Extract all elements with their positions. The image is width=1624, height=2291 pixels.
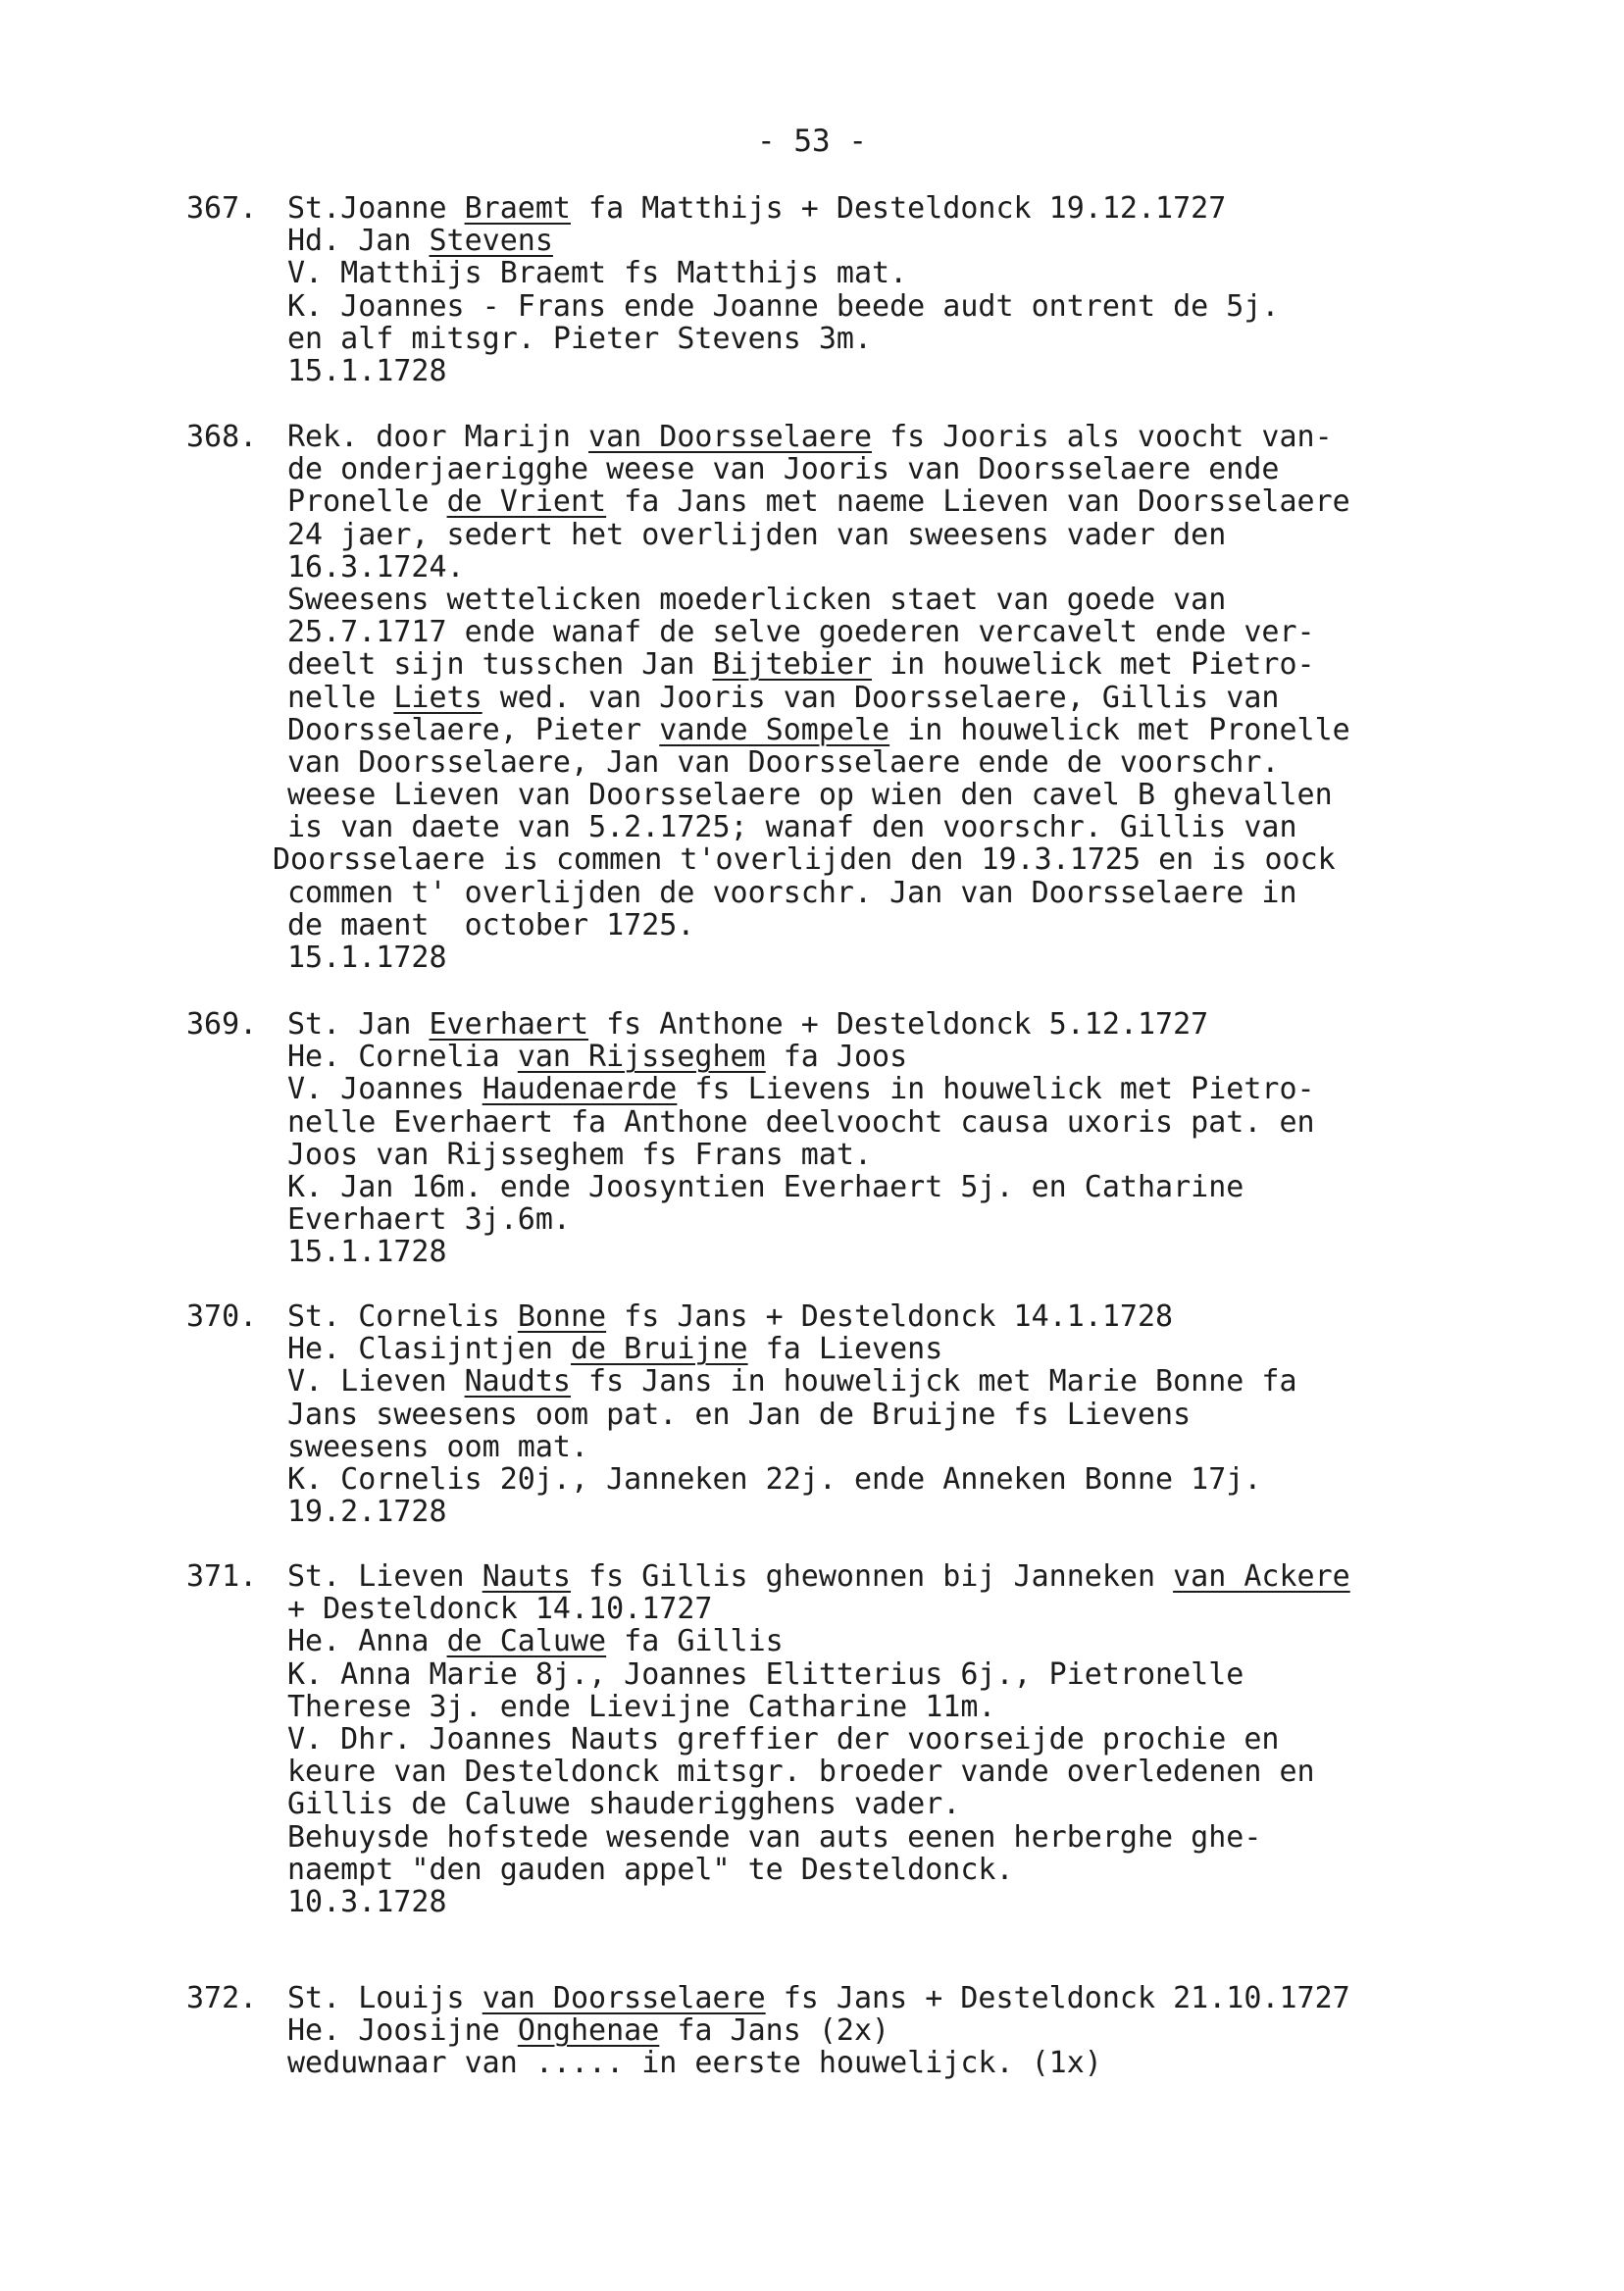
- text-line: [287, 485, 1540, 518]
- text-line: [287, 1723, 1540, 1756]
- text-segment: Doorsselaere is commen t'overlijden den 19.3.1725 en is oock: [273, 842, 1336, 878]
- text-line: [287, 1008, 1540, 1041]
- text-segment: Therese 3j. ende Lievijne Catharine 11m.: [287, 1689, 996, 1724]
- text-line: [287, 877, 1540, 909]
- entry-text: [287, 1300, 1540, 1528]
- text-segment: de maent october 1725.: [287, 907, 695, 942]
- text-line: [287, 1073, 1540, 1105]
- entry-text: [287, 192, 1540, 387]
- text-segment: fs Jooris als voocht van-: [872, 420, 1333, 454]
- text-segment: keure van Desteldonck mitsgr. broeder vande overledenen en: [287, 1755, 1315, 1790]
- text-line: [287, 1691, 1540, 1723]
- text-segment: Joos van Rijsseghem fs Frans mat.: [287, 1137, 873, 1172]
- entry-370: [186, 1300, 1540, 1528]
- text-segment: 16.3.1724.: [287, 549, 465, 585]
- text-line: [287, 257, 1540, 289]
- entry-number: 372.: [186, 1981, 258, 2015]
- text-line: [287, 714, 1540, 746]
- text-line: [287, 1625, 1540, 1657]
- text-segment: deelt sijn tusschen Jan: [287, 647, 713, 683]
- text-segment: fa Matthijs + Desteldonck 19.12.1727: [571, 191, 1227, 226]
- text-line: [287, 1171, 1540, 1203]
- underlined-name: van Doorsselaere: [482, 1981, 766, 2015]
- underlined-name: Liets: [393, 680, 482, 715]
- text-line: [287, 1821, 1540, 1854]
- underlined-name: van Ackere: [1173, 1559, 1350, 1594]
- text-segment: Everhaert 3j.6m.: [287, 1202, 571, 1238]
- entry-367: [186, 192, 1540, 387]
- text-segment: fs Jans + Desteldonck 14.1.1728: [606, 1299, 1174, 1334]
- text-segment: St. Jan: [287, 1007, 430, 1042]
- underlined-name: de Caluwe: [446, 1624, 607, 1659]
- text-line: [287, 1041, 1540, 1073]
- text-line: [287, 1788, 1540, 1820]
- text-line: [287, 1139, 1540, 1171]
- text-segment: V. Dhr. Joannes Nauts greffier der voorseijde prochie en: [287, 1721, 1280, 1756]
- text-segment: St.Joanne: [287, 191, 465, 226]
- text-line: [287, 2047, 1540, 2079]
- text-line: [287, 811, 1540, 843]
- text-segment: He. Cornelia: [287, 1040, 518, 1075]
- underlined-name: Nauts: [482, 1559, 571, 1594]
- text-segment: 15.1.1728: [287, 1235, 447, 1270]
- text-segment: van Doorsselaere, Jan van Doorsselaere ende de voorschr.: [287, 744, 1280, 780]
- underlined-name: Stevens: [429, 224, 553, 259]
- text-line: [287, 746, 1540, 779]
- text-line: [287, 584, 1540, 616]
- text-line: [287, 942, 1540, 974]
- underlined-name: van Doorsselaere: [588, 420, 873, 454]
- entry-text: [287, 1560, 1540, 1918]
- text-segment: fa Gillis: [606, 1624, 784, 1659]
- text-segment: Hd. Jan: [287, 224, 430, 259]
- text-line: [287, 421, 1540, 453]
- text-line: [287, 1658, 1540, 1691]
- text-segment: 19.2.1728: [287, 1495, 447, 1530]
- entry-372: [186, 1982, 1540, 2080]
- text-segment: de onderjaerigghe weese van Jooris van Doorsselaere ende: [287, 452, 1280, 487]
- text-line: [287, 648, 1540, 681]
- text-segment: nelle Everhaert fa Anthone deelvoocht causa uxoris pat. en: [287, 1104, 1315, 1140]
- text-line: [287, 1463, 1540, 1496]
- text-segment: Sweesens wettelicken moederlicken staet van goede van: [287, 582, 1227, 617]
- text-line: [287, 551, 1540, 584]
- text-segment: in houwelick met Pietro-: [872, 647, 1315, 683]
- text-segment: fs Jans + Desteldonck 21.10.1727: [765, 1981, 1350, 2015]
- text-segment: 24 jaer, sedert het overlijden van sweesens vader den: [287, 517, 1227, 552]
- text-segment: en alf mitsgr. Pieter Stevens 3m.: [287, 321, 873, 356]
- underlined-name: Braemt: [464, 191, 571, 226]
- text-segment: fs Gillis ghewonnen bij Janneken: [571, 1559, 1174, 1594]
- entry-number: 371.: [186, 1559, 258, 1594]
- text-line: [287, 616, 1540, 648]
- text-segment: St. Lieven: [287, 1559, 482, 1594]
- underlined-name: de Bruijne: [570, 1332, 748, 1367]
- entry-number: 368.: [186, 420, 258, 454]
- entry-371: [186, 1560, 1540, 1918]
- text-line: [287, 1560, 1540, 1593]
- text-segment: He. Anna: [287, 1624, 447, 1659]
- text-segment: weese Lieven van Doorsselaere op wien den cavel B ghevallen: [287, 778, 1333, 813]
- text-segment: in houwelick met Pronelle: [889, 712, 1350, 747]
- text-line: [287, 1982, 1540, 2014]
- entry-number: 369.: [186, 1007, 258, 1042]
- text-segment: fa Joos: [765, 1040, 908, 1075]
- text-line: [287, 1365, 1540, 1398]
- text-line: [287, 1431, 1540, 1463]
- text-segment: He. Clasijntjen: [287, 1332, 571, 1367]
- text-line: [287, 1106, 1540, 1139]
- text-line: [287, 1333, 1540, 1365]
- text-line: [273, 843, 1540, 876]
- text-segment: Pronelle: [287, 484, 447, 520]
- text-segment: Doorsselaere, Pieter: [287, 712, 660, 747]
- text-segment: fa Jans met naeme Lieven van Doorsselaere: [606, 484, 1350, 520]
- text-line: [287, 1496, 1540, 1528]
- text-segment: fa Jans (2x): [659, 2013, 890, 2049]
- text-segment: St. Cornelis: [287, 1299, 518, 1334]
- text-segment: + Desteldonck 14.10.1727: [287, 1592, 713, 1627]
- entry-text: [287, 1008, 1540, 1269]
- underlined-name: Everhaert: [429, 1007, 589, 1042]
- text-segment: K. Cornelis 20j., Janneken 22j. ende Anneken Bonne 17j.: [287, 1461, 1262, 1497]
- underlined-name: Naudts: [464, 1364, 571, 1400]
- text-segment: fs Jans in houwelijck met Marie Bonne fa: [571, 1364, 1297, 1400]
- text-segment: fs Anthone + Desteldonck 5.12.1727: [588, 1007, 1209, 1042]
- text-segment: commen t' overlijden de voorschr. Jan van Doorsselaere in: [287, 875, 1297, 910]
- text-line: [287, 225, 1540, 257]
- text-line: [287, 779, 1540, 811]
- text-segment: K. Jan 16m. ende Joosyntien Everhaert 5j. en Catharine: [287, 1169, 1244, 1204]
- text-line: [287, 192, 1540, 225]
- underlined-name: Haudenaerde: [482, 1072, 678, 1107]
- text-segment: V. Joannes: [287, 1072, 482, 1107]
- text-line: [287, 323, 1540, 355]
- entry-text: [273, 420, 1540, 975]
- text-line: [287, 2014, 1540, 2047]
- text-line: [287, 1236, 1540, 1268]
- underlined-name: van Rijsseghem: [517, 1040, 766, 1075]
- entry-368: [186, 421, 1540, 974]
- text-line: [287, 1756, 1540, 1788]
- entry-text: [287, 1982, 1540, 2080]
- underlined-name: vande Sompele: [659, 712, 890, 747]
- text-segment: Rek. door Marijn: [287, 420, 589, 454]
- text-segment: fs Lievens in houwelick met Pietro-: [677, 1072, 1315, 1107]
- text-line: [287, 1399, 1540, 1431]
- text-line: [287, 355, 1540, 387]
- text-segment: fa Lievens: [747, 1332, 943, 1367]
- text-segment: 10.3.1728: [287, 1884, 447, 1919]
- entry-number: 367.: [186, 191, 258, 226]
- text-segment: 15.1.1728: [287, 353, 447, 388]
- text-segment: nelle: [287, 680, 394, 715]
- text-segment: weduwnaar van ..... in eerste houwelijck. (1x): [287, 2046, 1102, 2081]
- page-number: - 53 -: [757, 124, 867, 159]
- text-line: [287, 453, 1540, 485]
- text-line: [287, 1203, 1540, 1236]
- text-line: [287, 1854, 1540, 1886]
- text-segment: Jans sweesens oom pat. en Jan de Bruijne fs Lievens: [287, 1397, 1192, 1432]
- entry-369: [186, 1008, 1540, 1269]
- text-segment: 15.1.1728: [287, 941, 447, 975]
- text-segment: 25.7.1717 ende wanaf de selve goederen vercavelt ende ver-: [287, 615, 1315, 650]
- text-segment: wed. van Jooris van Doorsselaere, Gillis van: [482, 680, 1280, 715]
- text-segment: Gillis de Caluwe shauderigghens vader.: [287, 1787, 961, 1822]
- text-line: [287, 519, 1540, 551]
- text-segment: K. Anna Marie 8j., Joannes Elitterius 6j., Pietronelle: [287, 1656, 1244, 1692]
- text-line: [287, 909, 1540, 942]
- text-segment: naempt "den gauden appel" te Desteldonck.: [287, 1852, 1014, 1887]
- underlined-name: Bonne: [517, 1299, 607, 1334]
- text-segment: K. Joannes - Frans ende Joanne beede audt ontrent de 5j.: [287, 288, 1280, 324]
- text-line: [287, 1886, 1540, 1918]
- text-segment: He. Joosijne: [287, 2013, 518, 2049]
- underlined-name: Bijtebier: [712, 647, 873, 683]
- text-line: [287, 290, 1540, 323]
- text-segment: Behuysde hofstede wesende van auts eenen herberghe ghe-: [287, 1819, 1262, 1855]
- text-segment: is van daete van 5.2.1725; wanaf den voorschr. Gillis van: [287, 810, 1297, 845]
- entry-number: 370.: [186, 1299, 258, 1334]
- text-line: [287, 682, 1540, 714]
- text-line: [287, 1300, 1540, 1333]
- text-segment: St. Louijs: [287, 1981, 482, 2015]
- text-line: [287, 1593, 1540, 1625]
- underlined-name: de Vrient: [446, 484, 607, 520]
- text-segment: sweesens oom mat.: [287, 1429, 589, 1464]
- text-segment: V. Matthijs Braemt fs Matthijs mat.: [287, 256, 908, 291]
- text-segment: V. Lieven: [287, 1364, 465, 1400]
- underlined-name: Onghenae: [517, 2013, 660, 2049]
